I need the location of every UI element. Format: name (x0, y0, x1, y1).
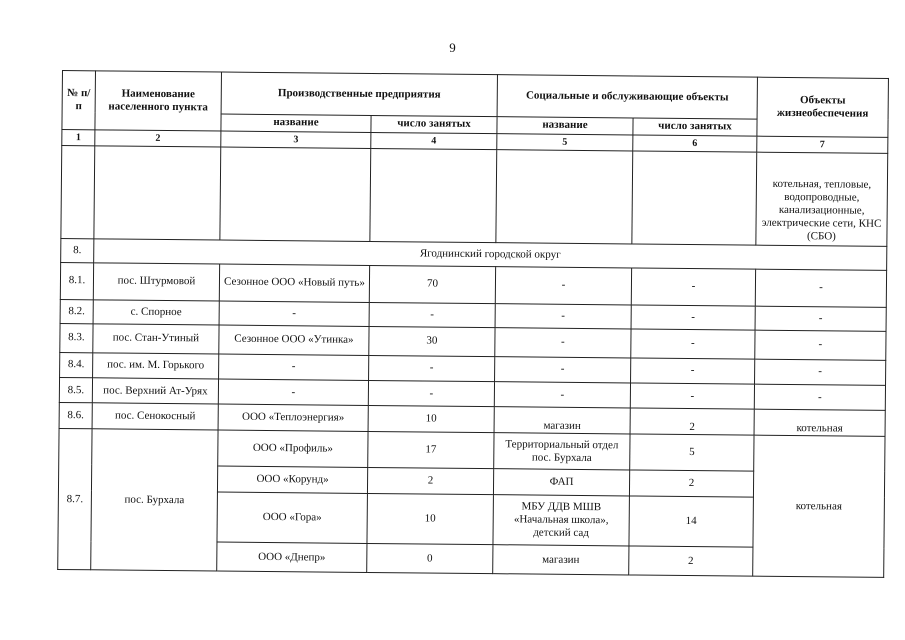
row-soc-name: магазин (494, 407, 630, 435)
row-settlement: с. Спорное (93, 300, 219, 325)
col-number: 1 (62, 130, 95, 147)
row-prod-name: - (219, 354, 369, 381)
row-soc-name: Территориальный отдел пос. Бурхала (494, 433, 630, 469)
row-soc-count: 2 (630, 408, 754, 436)
row-no: 8.7. (58, 429, 92, 570)
row-prod-count: 0 (367, 544, 493, 574)
row-life-support: - (755, 306, 886, 331)
row-settlement: пос. Стан-Утиный (93, 324, 219, 354)
row-settlement: пос. Верхний Ат-Урях (92, 378, 218, 404)
row-no: 8.5. (59, 377, 92, 403)
row-prod-name: ООО «Профиль» (218, 430, 368, 467)
header-production: Производственные предприятия (221, 72, 497, 116)
section-no: 8. (61, 238, 94, 262)
row-prod-name: Сезонное ООО «Утинка» (219, 325, 369, 355)
row-settlement: пос. им. М. Горького (93, 352, 219, 378)
row-soc-name: - (495, 266, 631, 305)
row-prod-count: 2 (367, 467, 493, 495)
row-soc-count: 5 (630, 434, 754, 470)
row-soc-count: 14 (629, 496, 753, 548)
header-social: Социальные и обслуживающие объекты (497, 75, 757, 119)
row-no: 8.2. (60, 300, 93, 324)
row-prod-name: - (219, 301, 369, 327)
carryover-cell (61, 146, 95, 238)
row-prod-name: ООО «Корунд» (217, 466, 367, 494)
row-prod-name: - (218, 379, 368, 406)
carryover-life-support: котельная, тепловые, водопроводные, канализационные, электрические сети, КНС (СБО) (756, 153, 888, 246)
row-soc-name: - (495, 356, 631, 383)
row-settlement: пос. Сенокосный (92, 403, 218, 431)
row-life-support: котельная (754, 409, 885, 437)
settlements-table (57, 70, 889, 578)
carryover-cell (220, 147, 371, 241)
row-life-support: - (754, 384, 885, 410)
row-soc-name: - (494, 382, 630, 409)
row-soc-name: - (495, 328, 631, 358)
header-life-support: Объекты жизнеобеспечения (757, 77, 889, 137)
row-no: 8.4. (60, 352, 93, 378)
row-settlement: пос. Штурмовой (93, 263, 219, 302)
carryover-cell (94, 146, 221, 239)
col-number: 3 (221, 131, 371, 149)
row-soc-count: - (631, 305, 755, 330)
col-number: 6 (633, 135, 757, 152)
col-number: 4 (371, 133, 497, 150)
row-prod-count: 70 (369, 265, 495, 304)
row-soc-name: магазин (493, 545, 629, 575)
row-soc-name: ФАП (493, 468, 629, 496)
header-soc-name: название (497, 116, 633, 135)
row-prod-count: 10 (368, 406, 494, 434)
header-prod-name: название (221, 114, 371, 133)
carryover-cell (496, 150, 633, 243)
row-settlement: пос. Бурхала (91, 429, 218, 571)
row-soc-count: - (631, 358, 755, 384)
row-prod-count: 30 (369, 327, 495, 357)
row-no: 8.3. (60, 324, 93, 353)
row-prod-count: - (368, 380, 494, 406)
header-prod-count: число занятых (371, 115, 497, 134)
row-life-support: котельная (753, 436, 885, 578)
row-no: 8.6. (59, 403, 92, 430)
row-soc-count: 2 (629, 546, 753, 576)
section-title: Ягоднинский городской округ (94, 238, 887, 270)
row-prod-count: - (369, 303, 495, 328)
row-no: 8.1. (60, 262, 93, 300)
header-settlement-name: Наименование населенного пункта (95, 71, 222, 131)
row-soc-count: - (631, 329, 755, 359)
row-prod-name: ООО «Днепр» (217, 542, 367, 572)
row-prod-count: - (369, 355, 495, 381)
row-prod-name: ООО «Гора» (217, 492, 367, 544)
col-number: 5 (497, 134, 633, 152)
header-soc-count: число занятых (633, 118, 757, 137)
row-life-support: - (755, 359, 886, 385)
row-soc-name: - (495, 304, 631, 329)
carryover-cell (632, 151, 757, 244)
row-soc-name: МБУ ДДВ МШВ «Начальная школа», детский сад (493, 495, 629, 547)
col-number: 2 (95, 130, 221, 147)
carryover-cell (370, 149, 497, 242)
row-soc-count: - (630, 383, 754, 409)
table-row (59, 429, 885, 472)
row-prod-name: ООО «Теплоэнергия» (218, 404, 368, 432)
row-prod-count: 10 (367, 493, 493, 545)
row-prod-count: 17 (368, 432, 494, 468)
header-no: № п/п (62, 71, 96, 131)
col-number: 7 (757, 136, 888, 153)
page-number: 9 (449, 40, 456, 55)
row-soc-count: - (631, 268, 755, 306)
row-prod-name: Сезонное ООО «Новый путь» (219, 264, 369, 303)
row-life-support: - (755, 269, 886, 308)
row-soc-count: 2 (629, 470, 753, 498)
row-life-support: - (755, 330, 886, 360)
